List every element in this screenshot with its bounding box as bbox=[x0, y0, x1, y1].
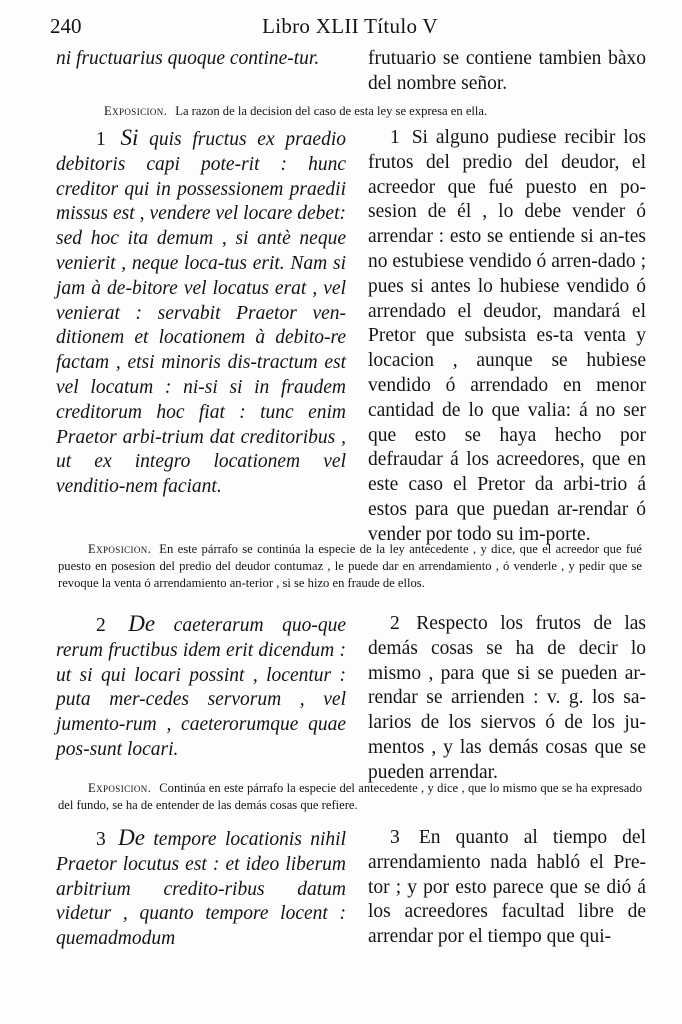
latin-text bbox=[56, 826, 346, 952]
latin-text bbox=[56, 126, 346, 548]
latin-text: ni fructuarius quoque contine-tur. bbox=[56, 48, 320, 69]
continuation-block bbox=[56, 47, 646, 97]
exposicion-text: La razon de la decision del caso de esta ley se expresa en ella. bbox=[175, 104, 488, 118]
initial-word: De bbox=[118, 825, 145, 850]
exposicion-label: Exposicion. bbox=[104, 104, 168, 118]
exposicion-note bbox=[58, 103, 642, 120]
initial-word: De bbox=[128, 611, 156, 636]
running-title: Libro XLII Título V bbox=[262, 14, 438, 38]
spanish-text bbox=[368, 126, 646, 548]
exposicion-note bbox=[58, 541, 642, 592]
spanish-text bbox=[368, 826, 646, 952]
exposicion-label: Exposicion. bbox=[88, 781, 152, 795]
exposicion-text: En este párrafo se continúa la especie de la ley antecedente , y dice, que el acreedor que fué puesto en posesion del predio del deudor contumaz , le puede dar en arrendamiento , ó venderle , y pedir que se revoque la venta ó arrendamiento an-terior , si se hizo en fraude de ellos. bbox=[58, 542, 642, 590]
paragraph-1 bbox=[56, 126, 646, 548]
page-number: 240 bbox=[50, 14, 82, 38]
paragraph-number: 3 bbox=[390, 827, 400, 848]
exposicion-text: Continúa en este párrafo la especie del antecedente , y dice , que lo mismo que se ha expresado del fundo, se ha de entender de las demás cosas que refiere. bbox=[58, 781, 642, 812]
exposicion-note bbox=[58, 780, 642, 814]
initial-word: Si bbox=[120, 125, 139, 150]
latin-body: caeterarum quo-que rerum fructibus idem erit dicendum : ut si qui locari possint , locentur : puta mer-cedes servorum , vel jumento-rum , caeterorumque quae pos-sunt locari. bbox=[56, 615, 347, 760]
page-header bbox=[50, 14, 650, 40]
exposicion-label: Exposicion. bbox=[88, 542, 152, 556]
spanish-text: frutuario se contiene tambien bàxo del nombre señor. bbox=[368, 48, 646, 94]
paragraph-3 bbox=[56, 826, 646, 952]
latin-text bbox=[56, 612, 346, 786]
spanish-body: Respecto los frutos de las demás cosas se ha de decir lo mismo , para que si se pueden ar-rendar se arrienden : v. g. los sa-larios de los siervos ó de los ju-mentos , y las demás cosas que se pueden arrendar. bbox=[368, 613, 647, 783]
paragraph-number: 3 bbox=[96, 829, 106, 850]
paragraph-number: 1 bbox=[390, 127, 400, 148]
spanish-body: En quanto al tiempo del arrendamiento nada habló el Pre-tor ; y por esto parece que se dió á los acreedores facultad libre de arrendar por el tiempo que qui- bbox=[368, 827, 646, 948]
spanish-text bbox=[368, 612, 646, 786]
paragraph-number: 1 bbox=[96, 129, 106, 150]
paragraph-2 bbox=[56, 612, 646, 786]
latin-body: quis fructus ex praedio debitoris capi pote-rit : hunc creditor qui in possessionem praedii missus est , vendere vel locare debet: sed hoc ita demum , si antè neque venierit , neque loca-tus erit. Nam si jam à de-bitore vel locatus erat , vel venierat : servabit Praetor ven-ditionem et locationem à debito-re factam , etsi minoris dis-tractum est vel locatum : ni-si si in fraudem creditorum hoc fiat : tunc enim Praetor arbi-trium dat creditoribus , ut ex integro locationem vel venditio-nem faciant. bbox=[56, 129, 347, 498]
latin-body: tempore locationis nihil Praetor locutus est : et ideo liberum arbitrium credito-ribus datum videtur , quanto tempore locent : quemadmodum bbox=[56, 829, 347, 950]
paragraph-number: 2 bbox=[390, 613, 400, 634]
spanish-body: Si alguno pudiese recibir los frutos del predio del deudor, el acreedor que fué puesto en po-sesion de él , lo debe vender ó arrendar : esto se entiende si an-tes no estubiese vendido ó arren-dado ; pues si antes lo hubiese vendido ó arrendado el deudor, mandará el Pretor que subsista es-ta venta y locacion , aunque se hubiese vendido ó arrendado en menor cantidad de lo que valia: á no ser que esto se haya hecho por defraudar á los acreedores, que en este caso el Pretor da arbi-trio á estos para que puedan ar-rendar ó vender por todo su im-porte. bbox=[368, 127, 647, 545]
paragraph-number: 2 bbox=[96, 615, 106, 636]
